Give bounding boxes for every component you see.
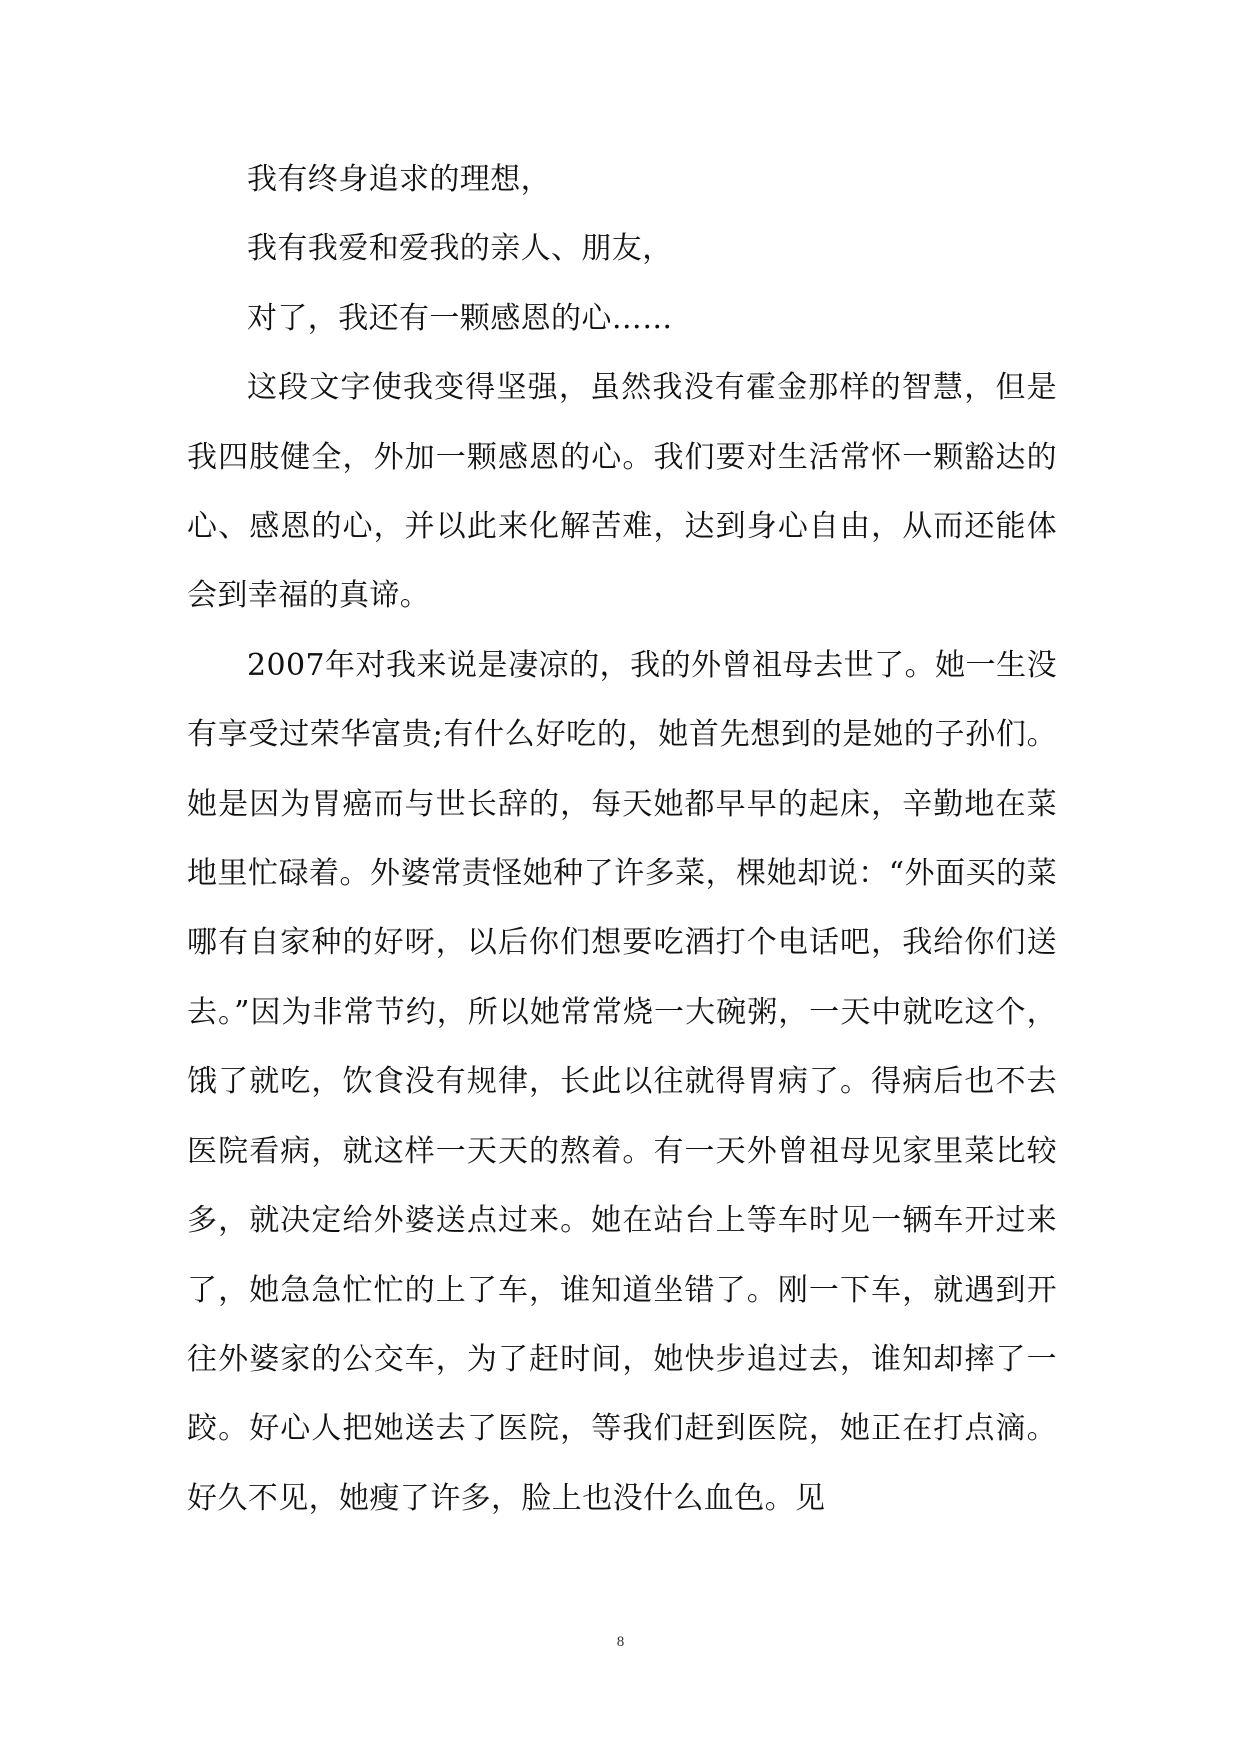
paragraph-family-friends: 我有我爱和爱我的亲人、朋友， (247, 231, 673, 267)
paragraph-ideal: 我有终身追求的理想， (247, 162, 551, 197)
paragraph-grateful-heart: 对了，我还有一颗感恩的心…… (247, 300, 673, 336)
paragraph-strength: 这段文字使我变得坚强，虽然我没有霍金那样的智慧，但是我四肢健全，外加一颗感恩的心。我们要对生活常怀一颗豁达的心、感恩的心，并以此来化解苦难，达到身心自由，从而还能体会到幸福的真谛。 (187, 370, 1057, 614)
paragraph-great-grandmother: 2007年对我来说是凄凉的，我的外曾祖母去世了。她一生没有享受过荣华富贵;有什么好吃的，她首先想到的是她的子孙们。她是因为胃癌而与世长辞的，每天她都早早的起床，辛勤地在菜地里忙碌着。外婆常责怪她种了许多菜，棵她却说：“外面买的菜哪有自家种的好呀，以后你们想要吃酒打个电话吧，我给你们送去。”因为非常节约，所以她常常烧一大碗粥，一天中就吃这个，饿了就吃，饮食没有规律，长此以往就得胃病了。得病后也不去医院看病，就这样一天天的熬着。有一天外曾祖母见家里菜比较多，就决定给外婆送点过来。她在站台上等车时见一辆车开过来了，她急急忙忙的上了车，谁知道坐错了。刚一下车，就遇到开往外婆家的公交车，为了赶时间，她快步追过去，谁知却摔了一跤。好心人把她送去了医院，等我们赶到医院，她正在打点滴。好久不见，她瘦了许多，脸上也没什么血色。见 (187, 647, 1057, 1516)
page-number: 8 (616, 1634, 625, 1650)
body-text (187, 145, 1057, 1533)
